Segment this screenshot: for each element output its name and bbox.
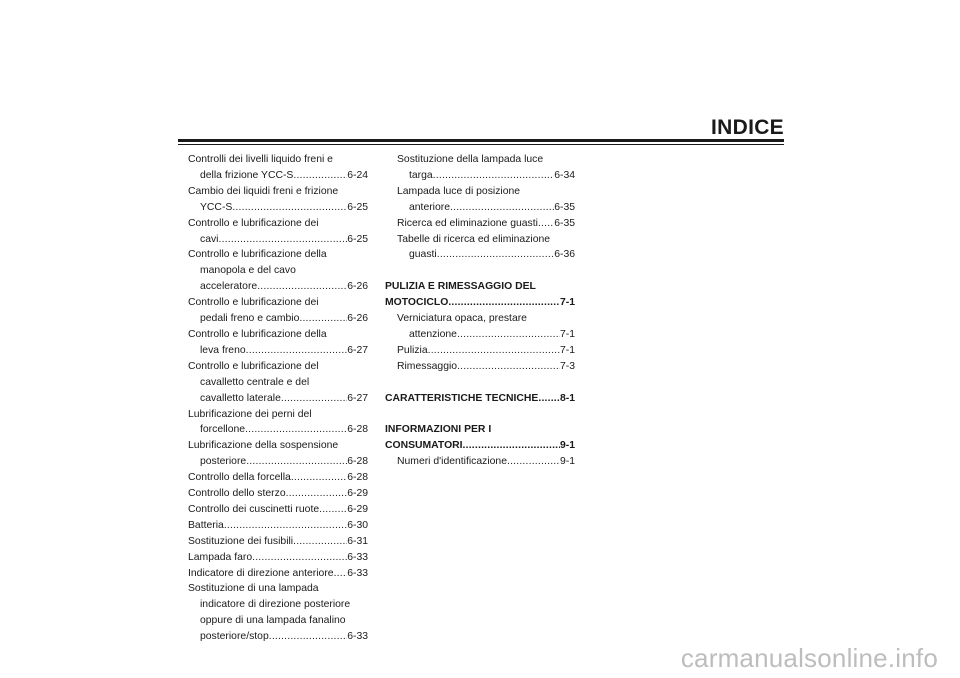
toc-leader-dots <box>433 168 555 184</box>
toc-entry-text: Lubrificazione della sospensione <box>188 440 339 452</box>
toc-leader-dots <box>246 454 347 470</box>
watermark-text: carmanualsonline.info <box>680 643 938 673</box>
toc-entry-text: Tabelle di ricerca ed eliminazione <box>397 233 551 245</box>
toc-entry <box>385 311 575 327</box>
toc-entry-text: posteriore <box>200 456 247 468</box>
toc-entry[interactable] <box>188 200 368 216</box>
toc-entry <box>385 232 575 248</box>
toc-page-number: 7-1 <box>559 344 575 356</box>
toc-entry <box>188 407 368 423</box>
toc-entry-text: Lubrificazione dei perni del <box>188 408 312 420</box>
toc-entry-text: Batteria <box>188 519 224 531</box>
toc-page-number: 6-34 <box>554 169 575 181</box>
toc-entry-text: oppure di una lampada fanalino <box>200 615 346 627</box>
toc-leader-dots <box>299 311 347 327</box>
toc-entry[interactable] <box>188 502 368 518</box>
toc-entry-text: Controllo dei cuscinetti ruote <box>188 503 320 515</box>
toc-entry-text: posteriore/stop <box>200 631 269 643</box>
toc-leader-dots <box>291 470 347 486</box>
toc-entry <box>188 438 368 454</box>
toc-entry[interactable] <box>188 470 368 486</box>
toc-leader-dots <box>538 391 560 407</box>
toc-entry-text: PULIZIA E RIMESSAGGIO DEL <box>385 281 536 293</box>
toc-entry[interactable] <box>385 200 575 216</box>
toc-page-number: 6-31 <box>347 535 368 547</box>
toc-entry[interactable] <box>385 343 575 359</box>
toc-entry-text: Controllo e lubrificazione dei <box>188 217 319 229</box>
toc-entry[interactable] <box>188 534 368 550</box>
toc-entry[interactable] <box>188 311 368 327</box>
toc-entry[interactable] <box>188 550 368 566</box>
toc-entry <box>385 422 575 438</box>
toc-page-number: 6-24 <box>347 169 368 181</box>
toc-page-number: 6-29 <box>347 503 368 515</box>
toc-leader-dots <box>218 232 347 248</box>
toc-entry-text: anteriore <box>409 201 451 213</box>
toc-page-number: 6-25 <box>347 201 368 213</box>
toc-spacer <box>385 263 575 279</box>
toc-entry-text: guasti <box>409 249 437 261</box>
toc-leader-dots <box>232 200 347 216</box>
toc-leader-dots <box>269 629 347 645</box>
toc-leader-dots <box>463 438 560 454</box>
toc-entry-text: Sostituzione della lampada luce <box>397 154 544 165</box>
toc-entry-text: targa <box>409 169 433 181</box>
toc-entry-text: manopola e del cavo <box>200 265 296 277</box>
toc-page-number: 6-35 <box>554 217 575 229</box>
toc-page-number: 6-26 <box>347 281 368 293</box>
toc-entry[interactable] <box>188 232 368 248</box>
toc-leader-dots <box>437 247 554 263</box>
toc-page-number: 9-1 <box>559 456 575 468</box>
toc-page-number: 7-1 <box>559 328 575 340</box>
toc-page-number: 6-29 <box>347 488 368 500</box>
toc-leader-dots <box>224 518 347 534</box>
toc-entry-text: cavi <box>200 233 219 245</box>
toc-entry <box>385 152 575 168</box>
toc-entry[interactable] <box>188 279 368 295</box>
toc-entry <box>188 152 368 168</box>
toc-entry-text: Controllo e lubrificazione dei <box>188 297 319 309</box>
toc-entry[interactable] <box>385 168 575 184</box>
toc-page-number: 7-1 <box>559 297 575 309</box>
toc-entry[interactable] <box>188 629 368 645</box>
toc-entry-text: Verniciatura opaca, prestare <box>397 313 527 325</box>
toc-entry <box>188 581 368 597</box>
toc-page-number: 7-3 <box>559 360 575 372</box>
toc-entry-text: Pulizia <box>397 344 428 356</box>
toc-entry[interactable] <box>188 391 368 407</box>
toc-page-number: 6-28 <box>347 472 368 484</box>
toc-entry-text: della frizione YCC-S <box>200 169 294 181</box>
toc-entry <box>188 327 368 343</box>
toc-leader-dots <box>293 534 347 550</box>
toc-entry[interactable] <box>385 247 575 263</box>
toc-page-number: 6-28 <box>347 424 368 436</box>
toc-entry[interactable] <box>188 168 368 184</box>
toc-entry-text: CONSUMATORI <box>385 440 463 452</box>
toc-entry-text: Sostituzione di una lampada <box>188 583 319 595</box>
toc-entry[interactable] <box>385 216 575 232</box>
toc-entry <box>188 359 368 375</box>
toc-leader-dots <box>257 279 347 295</box>
toc-spacer <box>385 375 575 391</box>
toc-entry-text: MOTOCICLO <box>385 297 449 309</box>
header-rule-thick <box>178 139 784 142</box>
toc-leader-dots <box>245 422 347 438</box>
toc-entry-text: cavalletto laterale <box>200 392 281 404</box>
toc-entry-text: Ricerca ed eliminazione guasti <box>397 217 538 229</box>
toc-entry-text: pedali freno e cambio <box>200 313 300 325</box>
toc-leader-dots <box>334 566 348 582</box>
toc-page-number: 6-33 <box>347 551 368 563</box>
toc-entry[interactable] <box>188 486 368 502</box>
toc-page-number: 6-26 <box>347 313 368 325</box>
toc-leader-dots <box>507 454 560 470</box>
toc-entry[interactable] <box>188 566 368 582</box>
toc-leader-dots <box>457 327 560 343</box>
toc-page-number: 6-28 <box>347 456 368 468</box>
toc-page-number: 6-30 <box>347 519 368 531</box>
toc-leader-dots <box>428 343 560 359</box>
toc-entry-text: Controllo dello sterzo <box>188 488 286 500</box>
toc-column-right <box>385 152 575 470</box>
toc-entry-text: Lampada faro <box>188 551 253 563</box>
toc-entry <box>188 613 368 629</box>
toc-entry[interactable] <box>188 343 368 359</box>
toc-entry <box>385 279 575 295</box>
toc-entry-text: Controllo e lubrificazione della <box>188 328 327 340</box>
toc-entry <box>188 295 368 311</box>
toc-entry <box>385 184 575 200</box>
toc-entry-text: YCC-S <box>200 201 233 213</box>
toc-entry-text: indicatore di direzione posteriore <box>200 599 351 611</box>
toc-entry[interactable] <box>385 438 575 454</box>
toc-page-number: 9-1 <box>559 440 575 452</box>
toc-leader-dots <box>286 486 348 502</box>
toc-leader-dots <box>538 216 554 232</box>
toc-page-number: 8-1 <box>559 392 575 404</box>
toc-entry-text: Controllo della forcella <box>188 472 291 484</box>
page-title: INDICE <box>711 116 784 139</box>
toc-page-number: 6-36 <box>554 249 575 261</box>
toc-entry <box>188 263 368 279</box>
toc-leader-dots <box>457 359 560 375</box>
toc-leader-dots <box>448 295 560 311</box>
toc-page-number: 6-33 <box>347 631 368 643</box>
toc-entry-text: Lampada luce di posizione <box>397 185 521 197</box>
toc-entry <box>188 184 368 200</box>
toc-leader-dots <box>246 343 348 359</box>
toc-entry[interactable] <box>385 454 575 470</box>
toc-page-number: 6-27 <box>347 392 368 404</box>
toc-leader-dots <box>450 200 554 216</box>
toc-page-number: 6-27 <box>347 344 368 356</box>
toc-entry-text: leva freno <box>200 344 246 356</box>
toc-entry <box>188 247 368 263</box>
toc-entry <box>188 597 368 613</box>
toc-entry-text: Numeri d'identificazione <box>397 456 507 468</box>
toc-spacer <box>385 406 575 422</box>
toc-entry[interactable] <box>385 295 575 311</box>
toc-entry-text: acceleratore <box>200 281 258 293</box>
toc-entry-text: Controllo e lubrificazione della <box>188 249 327 261</box>
toc-entry <box>188 216 368 232</box>
toc-entry-text: Controllo e lubrificazione del <box>188 360 319 372</box>
toc-entry-text: Indicatore di direzione anteriore <box>188 567 334 579</box>
toc-entry-text: attenzione <box>409 328 457 340</box>
toc-entry-text: CARATTERISTICHE TECNICHE <box>385 392 539 404</box>
toc-entry-text: Rimessaggio <box>397 360 458 372</box>
header-rule-thin <box>178 144 784 145</box>
toc-entry-text: cavalletto centrale e del <box>200 376 310 388</box>
toc-leader-dots <box>293 168 347 184</box>
toc-entry-text: forcellone <box>200 424 246 436</box>
toc-leader-dots <box>319 502 347 518</box>
toc-entry-text: INFORMAZIONI PER I <box>385 424 492 436</box>
toc-entry-text: Sostituzione dei fusibili <box>188 535 294 547</box>
toc-page-number: 6-35 <box>554 201 575 213</box>
toc-page-number: 6-33 <box>347 567 368 579</box>
toc-entry[interactable] <box>188 422 368 438</box>
toc-entry[interactable] <box>385 359 575 375</box>
toc-entry <box>188 375 368 391</box>
toc-page-number: 6-25 <box>347 233 368 245</box>
toc-entry-text: Controlli dei livelli liquido freni e <box>188 154 333 165</box>
toc-entry[interactable] <box>385 327 575 343</box>
toc-leader-dots <box>281 391 347 407</box>
toc-leader-dots <box>252 550 347 566</box>
toc-entry-text: Cambio dei liquidi freni e frizione <box>188 185 339 197</box>
toc-entry[interactable] <box>385 391 575 407</box>
toc-column-left <box>188 152 368 645</box>
toc-entry[interactable] <box>188 454 368 470</box>
toc-entry[interactable] <box>188 518 368 534</box>
